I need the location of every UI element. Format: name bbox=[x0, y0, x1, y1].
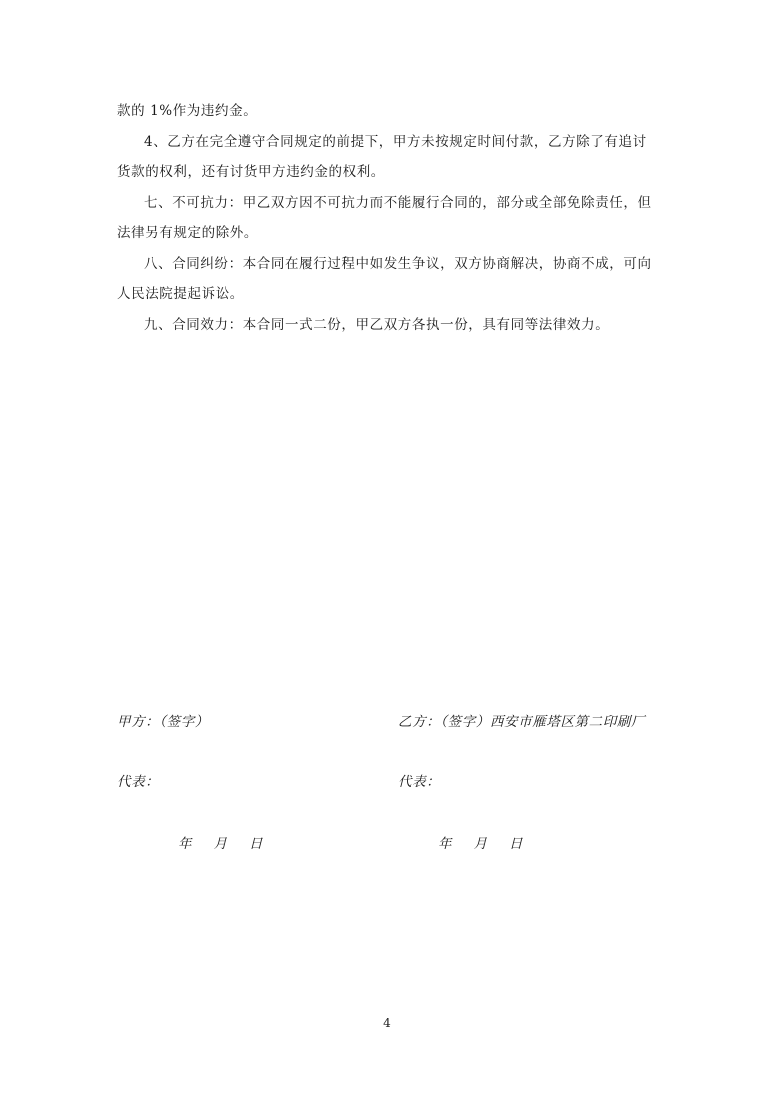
party-a-date-day: 日 bbox=[249, 836, 263, 852]
paragraph-force-majeure: 七、不可抗力：甲乙双方因不可抗力而不能履行合同的，部分或全部免除责任，但法律另有规定的除外。 bbox=[117, 194, 652, 241]
page-number: 4 bbox=[383, 1016, 391, 1030]
party-b-representative-label: 代表： bbox=[398, 774, 441, 790]
party-a-date bbox=[178, 832, 263, 852]
paragraph-clause-4: 4、乙方在完全遵守合同规定的前提下，甲方未按规定时间付款，乙方除了有追讨货款的权利，还有讨货甲方违约金的权利。 bbox=[117, 133, 647, 180]
party-a-date-month: 月 bbox=[213, 836, 227, 852]
party-b-date-day: 日 bbox=[509, 836, 523, 852]
party-b-signature-label: 乙方：（签字）西安市雁塔区第二印刷厂 bbox=[398, 714, 646, 730]
party-a-signature-label: 甲方：（签字） bbox=[117, 714, 209, 730]
contract-body bbox=[117, 96, 657, 340]
party-a-date-year: 年 bbox=[178, 836, 192, 852]
party-a-representative-label: 代表： bbox=[117, 774, 160, 790]
party-b-date-year: 年 bbox=[438, 836, 452, 852]
paragraph-dispute: 八、合同纠纷：本合同在履行过程中如发生争议，双方协商解决，协商不成，可向人民法院提起诉讼。 bbox=[117, 255, 652, 302]
party-b-date-month: 月 bbox=[473, 836, 487, 852]
party-b-date bbox=[438, 832, 523, 852]
paragraph-validity: 九、合同效力：本合同一式二份，甲乙双方各执一份，具有同等法律效力。 bbox=[144, 316, 610, 333]
paragraph-penalty-continuation: 款的 1%作为违约金。 bbox=[117, 103, 258, 119]
